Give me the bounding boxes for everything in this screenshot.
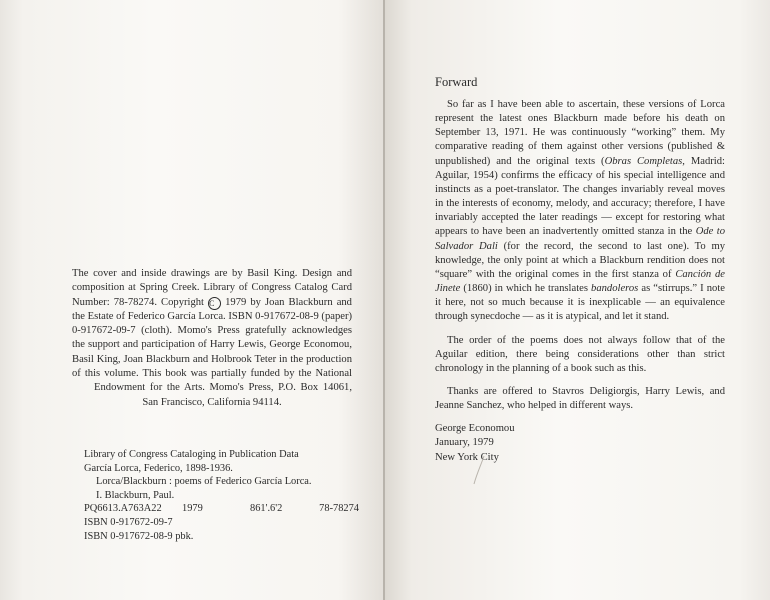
- cip-author: García Lorca, Federico, 1898-1936.: [84, 462, 233, 474]
- paragraph: The order of the poems does not always follow that of the Aguilar edition, there being considerations other than strict chronology in the planning of a book such as this.: [435, 334, 725, 374]
- cip-data-block: [84, 448, 359, 543]
- colophon-line: 0-917672-09-7 (cloth). Momo's Press gratefully acknowledges: [72, 325, 352, 337]
- colophon-line: Basil King, Joan Blackburn and Holbrook Teter in the production: [72, 353, 352, 365]
- italic-run: Obras Completas: [604, 155, 683, 167]
- copyright-icon: C: [208, 297, 221, 310]
- paragraph: [435, 98, 725, 325]
- colophon-line-prefix: Number: 78-78274. Copyright: [72, 296, 204, 308]
- paragraph: Thanks are offered to Stavros Deligiorgis, Harry Lewis, and Jeanne Sanchez, who helped in different ways.: [435, 385, 725, 412]
- colophon-line: San Francisco, California 94114.: [142, 396, 282, 408]
- colophon-line: the support and participation of Harry Lewis, George Economou,: [72, 339, 352, 351]
- text-run: , Madrid: Aguilar, 1954) confirms the efficacy of his special intelligence and instincts as a poet-translator. The changes invariably reveal moves in the interests of economy, melody, and accuracy; therefore, I have invariably accepted the later readings — except for restoring what appears to have been an inadvertently omitted stanza in the: [435, 155, 725, 238]
- cip-year: 1979: [182, 503, 203, 515]
- cip-isbn-cloth: ISBN 0-917672-09-7: [84, 516, 173, 528]
- cip-isbn-pbk: ISBN 0-917672-08-9 pbk.: [84, 530, 194, 542]
- cip-dewey: 861'.6'2: [250, 503, 283, 515]
- colophon-line-suffix: 1979 by Joan Blackburn and: [225, 296, 352, 308]
- signature-name: George Economou: [435, 423, 515, 435]
- signature-place: New York City: [435, 451, 499, 463]
- colophon-line: composition at Spring Creek. Library of Congress Catalog Card: [72, 282, 352, 294]
- italic-run: Ode to Salvador Dali: [435, 226, 725, 252]
- text-run: as “stirrups.” I note it here, not so much because it is inexplicable — an equivalence through synecdoche — as it is atypical, and let it stand.: [435, 283, 725, 323]
- cip-call-number: PQ6613.A763A22: [84, 503, 162, 515]
- cip-added-entry: I. Blackburn, Paul.: [96, 489, 175, 501]
- signature-date: January, 1979: [435, 437, 494, 449]
- forward-body: [435, 98, 725, 465]
- italic-run: bandoleros: [591, 283, 639, 295]
- page-title: Forward: [435, 75, 478, 89]
- cip-lccn: 78-78274: [319, 503, 359, 515]
- cip-classification-row: [84, 502, 359, 516]
- italic-run: Canción de Jinete: [435, 268, 726, 295]
- colophon-line: Endowment for the Arts. Momo's Press, P.O. Box 14061,: [94, 382, 352, 394]
- text-run: So far as I have been able to ascertain, these versions of Lorca represent the latest ones Blackburn made before his death on September 13, 1971. He was continuously “working” them. My comparative reading of them against other versions (published & unpublished) and the original texts (: [435, 99, 725, 167]
- pencil-mark: [472, 455, 486, 485]
- cip-title: Lorca/Blackburn : poems of Federico García Lorca.: [96, 476, 312, 488]
- colophon-line: The cover and inside drawings are by Basil King. Design and: [72, 268, 352, 279]
- text-run: (for the record, the second to last one). To my knowledge, the only point at which a Blackburn rendition does not “square” with the original comes in the first stanza of: [435, 240, 725, 280]
- colophon-line: of this volume. This book was partially funded by the National: [72, 368, 352, 380]
- cip-heading: Library of Congress Cataloging in Publication Data: [84, 449, 299, 460]
- colophon-line: [72, 296, 352, 310]
- colophon-line: the Estate of Federico García Lorca. ISBN 0-917672-08-9 (paper): [72, 310, 352, 322]
- text-run: (1860) in which he translates: [460, 283, 592, 295]
- colophon: [72, 267, 352, 410]
